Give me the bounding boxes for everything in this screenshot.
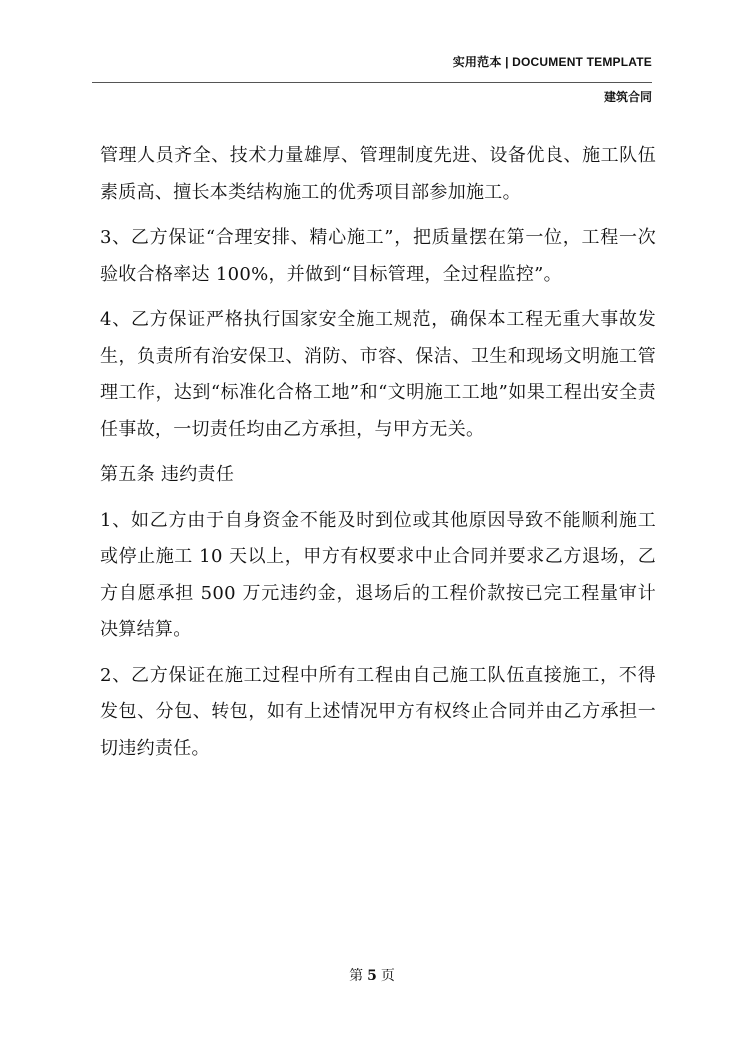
document-body xyxy=(100,138,656,767)
page-label-suffix: 页 xyxy=(380,968,395,984)
paragraph-breach-clause-2: 2、乙方保证在施工过程中所有工程由自己施工队伍直接施工，不得发包、分包、转包，如有上述情况甲方有权终止合同并由乙方承担一切违约责任。 xyxy=(100,664,656,759)
section-heading-article-5: 第五条 违约责任 xyxy=(100,464,235,485)
paragraph-clause-3: 3、乙方保证“合理安排、精心施工”，把质量摆在第一位，工程一次验收合格率达 100%，并做到“目标管理，全过程监控”。 xyxy=(100,227,656,285)
paragraph-continuation: 管理人员齐全、技术力量雄厚、管理制度先进、设备优良、施工队伍素质高、擅长本类结构施工的优秀项目部参加施工。 xyxy=(100,145,656,203)
header-divider xyxy=(92,82,652,83)
page-footer xyxy=(0,965,744,985)
document-category: 建筑合同 xyxy=(603,90,652,104)
page-label-prefix: 第 xyxy=(349,968,364,984)
page-number: 5 xyxy=(367,968,377,984)
document-header-title: 实用范本 | DOCUMENT TEMPLATE xyxy=(452,55,652,69)
paragraph-breach-clause-1: 1、如乙方由于自身资金不能及时到位或其他原因导致不能顺利施工或停止施工 10 天以上，甲方有权要求中止合同并要求乙方退场，乙方自愿承担 500 万元违约金，退场后的工程价款按已完工程量审计决算结算。 xyxy=(100,509,656,640)
paragraph-clause-4: 4、乙方保证严格执行国家安全施工规范，确保本工程无重大事故发生，负责所有治安保卫、消防、市容、保洁、卫生和现场文明施工管理工作，达到“标准化合格工地”和“文明施工工地”如果工程出安全责任事故，一切责任均由乙方承担，与甲方无关。 xyxy=(100,309,656,440)
